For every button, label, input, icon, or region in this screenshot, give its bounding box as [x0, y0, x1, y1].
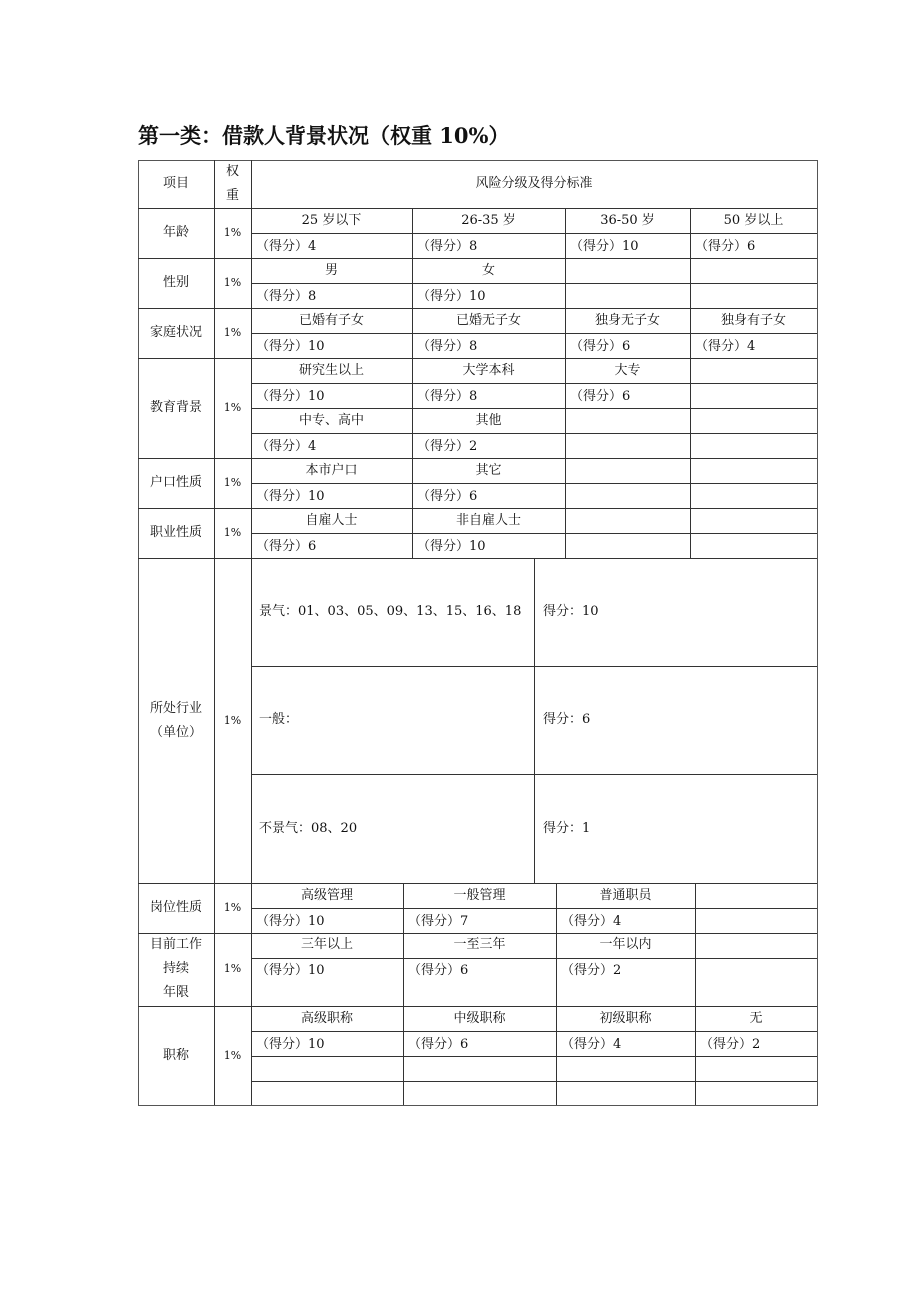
- option: 一至三年: [453, 937, 506, 952]
- header-criteria: 风险分级及得分标准: [475, 176, 593, 191]
- score: （得分）10: [256, 963, 325, 978]
- option: 其它: [475, 463, 502, 478]
- divider: [403, 883, 404, 1105]
- score: （得分）6: [417, 489, 478, 504]
- option: 36-50 岁: [600, 213, 655, 228]
- option: 大专: [614, 363, 641, 378]
- option: 中级职称: [453, 1011, 506, 1026]
- weight-education: 1%: [223, 401, 242, 414]
- score: （得分）10: [256, 914, 325, 929]
- row-label-family: 家庭状况: [149, 325, 202, 340]
- option: 一般管理: [453, 888, 506, 903]
- divider: [138, 558, 817, 559]
- score: （得分）6: [695, 239, 756, 254]
- score: （得分）6: [256, 539, 317, 554]
- row-label-age: 年龄: [162, 225, 189, 240]
- score: （得分）2: [417, 439, 478, 454]
- option: 已婚无子女: [455, 313, 521, 328]
- option: 男: [324, 263, 338, 278]
- divider: [534, 558, 535, 883]
- score: （得分）10: [256, 339, 325, 354]
- header-weight-line1: 权: [225, 164, 239, 179]
- divider: [251, 160, 252, 1105]
- weight-family: 1%: [223, 326, 242, 339]
- divider: [251, 283, 817, 284]
- score: （得分）8: [417, 389, 478, 404]
- divider: [690, 208, 691, 558]
- score: （得分）4: [561, 1037, 622, 1052]
- row-label-tenure-2: 持续: [162, 961, 189, 976]
- divider: [251, 383, 817, 384]
- option: 本市户口: [305, 463, 358, 478]
- option: 中专、高中: [298, 413, 364, 428]
- score: （得分）8: [256, 289, 317, 304]
- option: 其他: [475, 413, 502, 428]
- option: 无: [749, 1011, 763, 1026]
- divider: [251, 533, 817, 534]
- score: （得分）2: [700, 1037, 761, 1052]
- row-label-tenure-3: 年限: [162, 985, 189, 1000]
- weight-post: 1%: [223, 901, 242, 914]
- option: 50 岁以上: [723, 213, 784, 228]
- divider: [565, 208, 566, 558]
- option: 一年以内: [599, 937, 652, 952]
- row-label-post: 岗位性质: [149, 900, 202, 915]
- score: （得分）4: [256, 239, 317, 254]
- option: 三年以上: [300, 937, 353, 952]
- header-weight-line2: 重: [225, 188, 239, 203]
- option: 非自雇人士: [455, 513, 521, 528]
- weight-title-rank: 1%: [223, 1049, 242, 1062]
- option: 高级管理: [300, 888, 353, 903]
- divider: [251, 433, 817, 434]
- score: （得分）6: [408, 1037, 469, 1052]
- score: （得分）8: [417, 239, 478, 254]
- row-label-title-rank: 职称: [162, 1048, 189, 1063]
- score: （得分）4: [695, 339, 756, 354]
- score: （得分）10: [570, 239, 639, 254]
- divider: [251, 333, 817, 334]
- score: （得分）10: [417, 289, 486, 304]
- score: （得分）6: [570, 389, 631, 404]
- row-label-education: 教育背景: [149, 400, 202, 415]
- option: 独身无子女: [594, 313, 660, 328]
- option: 独身有子女: [720, 313, 786, 328]
- option: 初级职称: [599, 1011, 652, 1026]
- option: 26-35 岁: [461, 213, 516, 228]
- industry-level-desc: 不景气：08、20: [259, 821, 358, 836]
- row-label-tenure-1: 目前工作: [149, 937, 202, 952]
- option: 25 岁以下: [301, 213, 362, 228]
- weight-gender: 1%: [223, 276, 242, 289]
- row-label-industry-unit: （单位）: [149, 725, 202, 740]
- section-title: 第一类：借款人背景状况（权重 10%）: [138, 123, 510, 148]
- weight-hukou: 1%: [223, 476, 242, 489]
- option: 女: [481, 263, 495, 278]
- divider: [251, 1056, 817, 1057]
- divider: [251, 1081, 817, 1082]
- score: （得分）10: [256, 389, 325, 404]
- industry-level-score: 得分：1: [543, 821, 591, 836]
- option: 普通职员: [599, 888, 652, 903]
- divider: [251, 958, 817, 959]
- option: 自雇人士: [305, 513, 358, 528]
- divider: [251, 233, 817, 234]
- score: （得分）4: [256, 439, 317, 454]
- industry-level-desc: 景气：01、03、05、09、13、15、16、18: [259, 604, 522, 619]
- score: （得分）10: [417, 539, 486, 554]
- score: （得分）10: [256, 1037, 325, 1052]
- divider: [251, 908, 817, 909]
- industry-level-desc: 一般：: [259, 712, 299, 727]
- score: （得分）4: [561, 914, 622, 929]
- row-label-industry: 所处行业: [149, 701, 202, 716]
- weight-occupation: 1%: [223, 526, 242, 539]
- weight-age: 1%: [223, 226, 242, 239]
- option: 高级职称: [300, 1011, 353, 1026]
- row-label-hukou: 户口性质: [149, 475, 202, 490]
- option: 大学本科: [462, 363, 515, 378]
- score: （得分）7: [408, 914, 469, 929]
- row-label-occupation: 职业性质: [149, 525, 202, 540]
- industry-level-score: 得分：10: [543, 604, 599, 619]
- divider: [695, 883, 696, 1105]
- weight-tenure: 1%: [223, 962, 242, 975]
- option: 研究生以上: [298, 363, 364, 378]
- header-item: 项目: [162, 176, 189, 191]
- row-label-gender: 性别: [162, 275, 189, 290]
- divider: [251, 1031, 817, 1032]
- option: 已婚有子女: [298, 313, 364, 328]
- weight-industry: 1%: [223, 714, 242, 727]
- divider: [251, 483, 817, 484]
- score: （得分）10: [256, 489, 325, 504]
- risk-scoring-table: [138, 160, 817, 1105]
- divider: [556, 883, 557, 1105]
- score: （得分）2: [561, 963, 622, 978]
- score: （得分）8: [417, 339, 478, 354]
- score: （得分）6: [408, 963, 469, 978]
- score: （得分）6: [570, 339, 631, 354]
- industry-level-score: 得分：6: [543, 712, 591, 727]
